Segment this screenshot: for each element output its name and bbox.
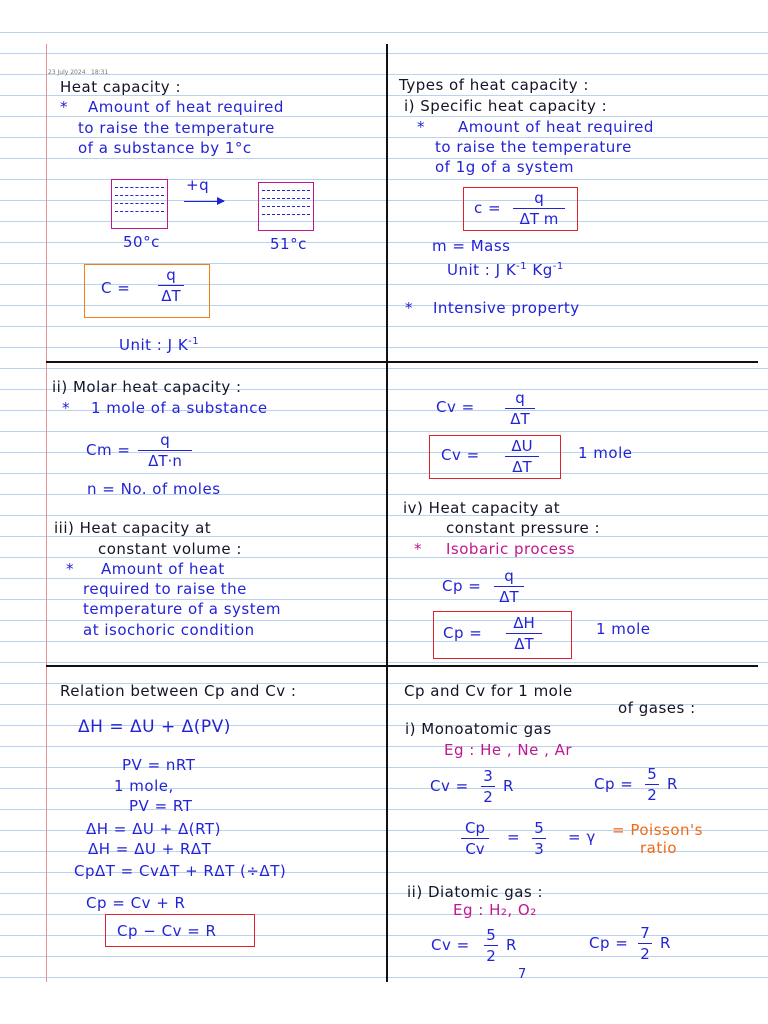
di-cv-lhs: Cv = bbox=[431, 936, 470, 954]
di-cv-numerator: 5 bbox=[486, 926, 496, 944]
equation-5: ΔH = ΔU + Δ(RT) bbox=[86, 820, 221, 838]
definition-line-1: Amount of heat required bbox=[88, 98, 284, 116]
heat-arrow-icon bbox=[184, 201, 224, 202]
cp-formula-lhs: Cp = bbox=[442, 577, 482, 595]
cp-molar-numerator: ΔH bbox=[513, 614, 535, 632]
definition-line-3: of a substance by 1°c bbox=[78, 139, 252, 157]
cv-one-mole-note: 1 mole bbox=[578, 444, 633, 462]
molar-numerator: q bbox=[160, 431, 170, 449]
intensive-property-note: Intensive property bbox=[433, 299, 580, 317]
intensive-star: * bbox=[405, 299, 413, 317]
subheading-constant-pressure: iv) Heat capacity at bbox=[403, 499, 561, 517]
specific-formula-lhs: c = bbox=[474, 199, 502, 217]
mono-cp-fraction bbox=[645, 765, 659, 804]
heading-heat-capacity: Heat capacity : bbox=[60, 78, 181, 96]
cp-molar-denominator: ΔT bbox=[514, 635, 534, 653]
bullet-star: * bbox=[414, 540, 422, 558]
diatomic-examples: Eg : H₂, O₂ bbox=[453, 901, 537, 919]
subheading-molar: ii) Molar heat capacity : bbox=[52, 378, 242, 396]
formula-denominator: ΔT bbox=[161, 287, 181, 305]
mono-cp-r: R bbox=[667, 775, 678, 793]
bullet-star-2: * bbox=[66, 560, 74, 578]
cv-definition-1: Amount of heat bbox=[101, 560, 225, 578]
temperature-before: 50°c bbox=[123, 233, 160, 251]
cp-numerator: q bbox=[504, 567, 514, 585]
cv-molar-fraction bbox=[505, 437, 539, 476]
formula-fraction bbox=[158, 266, 184, 305]
equation-1: ΔH = ΔU + Δ(PV) bbox=[78, 717, 231, 737]
equation-3: 1 mole, bbox=[114, 777, 174, 795]
subheading-diatomic: ii) Diatomic gas : bbox=[407, 883, 544, 901]
page-bottom-blank bbox=[0, 982, 768, 1024]
cv-molar-numerator: ΔU bbox=[511, 437, 533, 455]
moles-definition: n = No. of moles bbox=[87, 480, 221, 498]
formula-lhs: C = bbox=[101, 279, 131, 297]
ratio-value-fraction bbox=[532, 819, 546, 858]
isobaric-process-note: Isobaric process bbox=[446, 540, 576, 558]
beaker-before-icon bbox=[111, 179, 168, 229]
bullet-star: * bbox=[62, 399, 70, 417]
subheading-constant-pressure-2: constant pressure : bbox=[446, 519, 601, 537]
cv-definition-4: at isochoric condition bbox=[83, 621, 255, 639]
specific-numerator: q bbox=[534, 189, 544, 207]
molar-formula-fraction bbox=[138, 431, 192, 470]
ratio-denominator: Cv bbox=[465, 840, 485, 858]
mono-cv-denominator: 2 bbox=[483, 788, 493, 806]
cp-formula-fraction bbox=[494, 567, 524, 606]
mono-cv-lhs: Cv = bbox=[430, 777, 469, 795]
mono-cp-denominator: 2 bbox=[647, 786, 657, 804]
column-divider bbox=[386, 44, 388, 982]
equation-2: PV = nRT bbox=[122, 756, 196, 774]
equation-7: CpΔT = CvΔT + RΔT (÷ΔT) bbox=[74, 862, 287, 880]
cv-definition-2: required to raise the bbox=[83, 580, 247, 598]
heading-gases: Cp and Cv for 1 mole bbox=[404, 682, 573, 700]
gamma-symbol: = γ bbox=[568, 828, 596, 846]
formula-numerator: q bbox=[166, 266, 176, 284]
margin-line bbox=[46, 44, 47, 982]
unit-label: Unit : J $K^{-1}$ bbox=[119, 336, 200, 354]
bullet-star: * bbox=[60, 98, 68, 116]
definition-line-1: Amount of heat required bbox=[458, 118, 654, 136]
cv-formula-fraction bbox=[505, 389, 535, 428]
cp-molar-lhs: Cp = bbox=[443, 624, 483, 642]
heading-gases-2: of gases : bbox=[618, 699, 696, 717]
cp-denominator: ΔT bbox=[499, 588, 519, 606]
specific-formula-fraction bbox=[513, 189, 565, 228]
row-divider-2 bbox=[46, 665, 758, 667]
cv-denominator: ΔT bbox=[510, 410, 530, 428]
cv-molar-denominator: ΔT bbox=[512, 458, 532, 476]
ratio-numerator: Cp bbox=[465, 819, 485, 837]
specific-unit: Unit : J $K^{-1}$ $Kg^{-1}$ bbox=[447, 261, 564, 279]
specific-denominator: ΔT m bbox=[519, 210, 559, 228]
mass-definition: m = Mass bbox=[432, 237, 511, 255]
equation-6: ΔH = ΔU + RΔT bbox=[88, 840, 212, 858]
cp-one-mole-note: 1 mole bbox=[596, 620, 651, 638]
bullet-star: * bbox=[417, 118, 425, 136]
note-time: 18:31 bbox=[91, 69, 109, 76]
row-divider-1 bbox=[46, 361, 758, 363]
di-cp-fraction bbox=[638, 924, 652, 963]
definition-line-2: to raise the temperature bbox=[78, 119, 275, 137]
heading-relation: Relation between Cp and Cv : bbox=[60, 682, 297, 700]
mono-cv-numerator: 3 bbox=[483, 767, 493, 785]
cp-molar-fraction bbox=[506, 614, 542, 653]
definition-line-2: to raise the temperature bbox=[435, 138, 632, 156]
ratio-fraction bbox=[461, 819, 489, 858]
temperature-after: 51°c bbox=[270, 235, 307, 253]
ratio-value-numerator: 5 bbox=[534, 819, 544, 837]
di-cp-r: R bbox=[660, 934, 671, 952]
subheading-constant-volume: iii) Heat capacity at bbox=[54, 519, 212, 537]
molar-formula-lhs: Cm = bbox=[86, 441, 131, 459]
heading-types: Types of heat capacity : bbox=[399, 76, 589, 94]
ratio-value-denominator: 3 bbox=[534, 840, 544, 858]
subheading-specific: i) Specific heat capacity : bbox=[404, 97, 608, 115]
di-cv-denominator: 2 bbox=[486, 947, 496, 965]
di-cp-denominator: 2 bbox=[640, 945, 650, 963]
mono-cv-fraction bbox=[481, 767, 495, 806]
molar-definition: 1 mole of a substance bbox=[91, 399, 268, 417]
ratio-equals: = bbox=[507, 828, 521, 846]
cv-molar-lhs: Cv = bbox=[441, 446, 480, 464]
beaker-after-icon bbox=[258, 182, 314, 231]
subheading-constant-volume-2: constant volume : bbox=[98, 540, 242, 558]
equation-8: Cp = Cv + R bbox=[86, 894, 186, 912]
di-cv-fraction bbox=[484, 926, 498, 965]
di-cp-lhs: Cp = bbox=[589, 934, 629, 952]
equation-9: Cp − Cv = R bbox=[117, 922, 217, 940]
poissons-ratio-label-2: ratio bbox=[640, 839, 678, 857]
subheading-monoatomic: i) Monoatomic gas bbox=[405, 720, 552, 738]
cv-numerator: q bbox=[515, 389, 525, 407]
cut-off-digit: 7 bbox=[518, 967, 527, 982]
cv-definition-3: temperature of a system bbox=[83, 600, 281, 618]
definition-line-3: of 1g of a system bbox=[435, 158, 574, 176]
note-date: 23 July 2024 bbox=[48, 69, 86, 76]
mono-cv-r: R bbox=[503, 777, 514, 795]
equation-4: PV = RT bbox=[129, 797, 193, 815]
molar-denominator: ΔT·n bbox=[148, 452, 182, 470]
mono-cp-lhs: Cp = bbox=[594, 775, 634, 793]
di-cp-numerator: 7 bbox=[640, 924, 650, 942]
mono-cp-numerator: 5 bbox=[647, 765, 657, 783]
monoatomic-examples: Eg : He , Ne , Ar bbox=[444, 741, 573, 759]
poissons-ratio-label: = Poisson's bbox=[612, 821, 703, 839]
heat-added-label: +q bbox=[186, 176, 210, 194]
cv-formula-lhs: Cv = bbox=[436, 398, 475, 416]
di-cv-r: R bbox=[506, 936, 517, 954]
